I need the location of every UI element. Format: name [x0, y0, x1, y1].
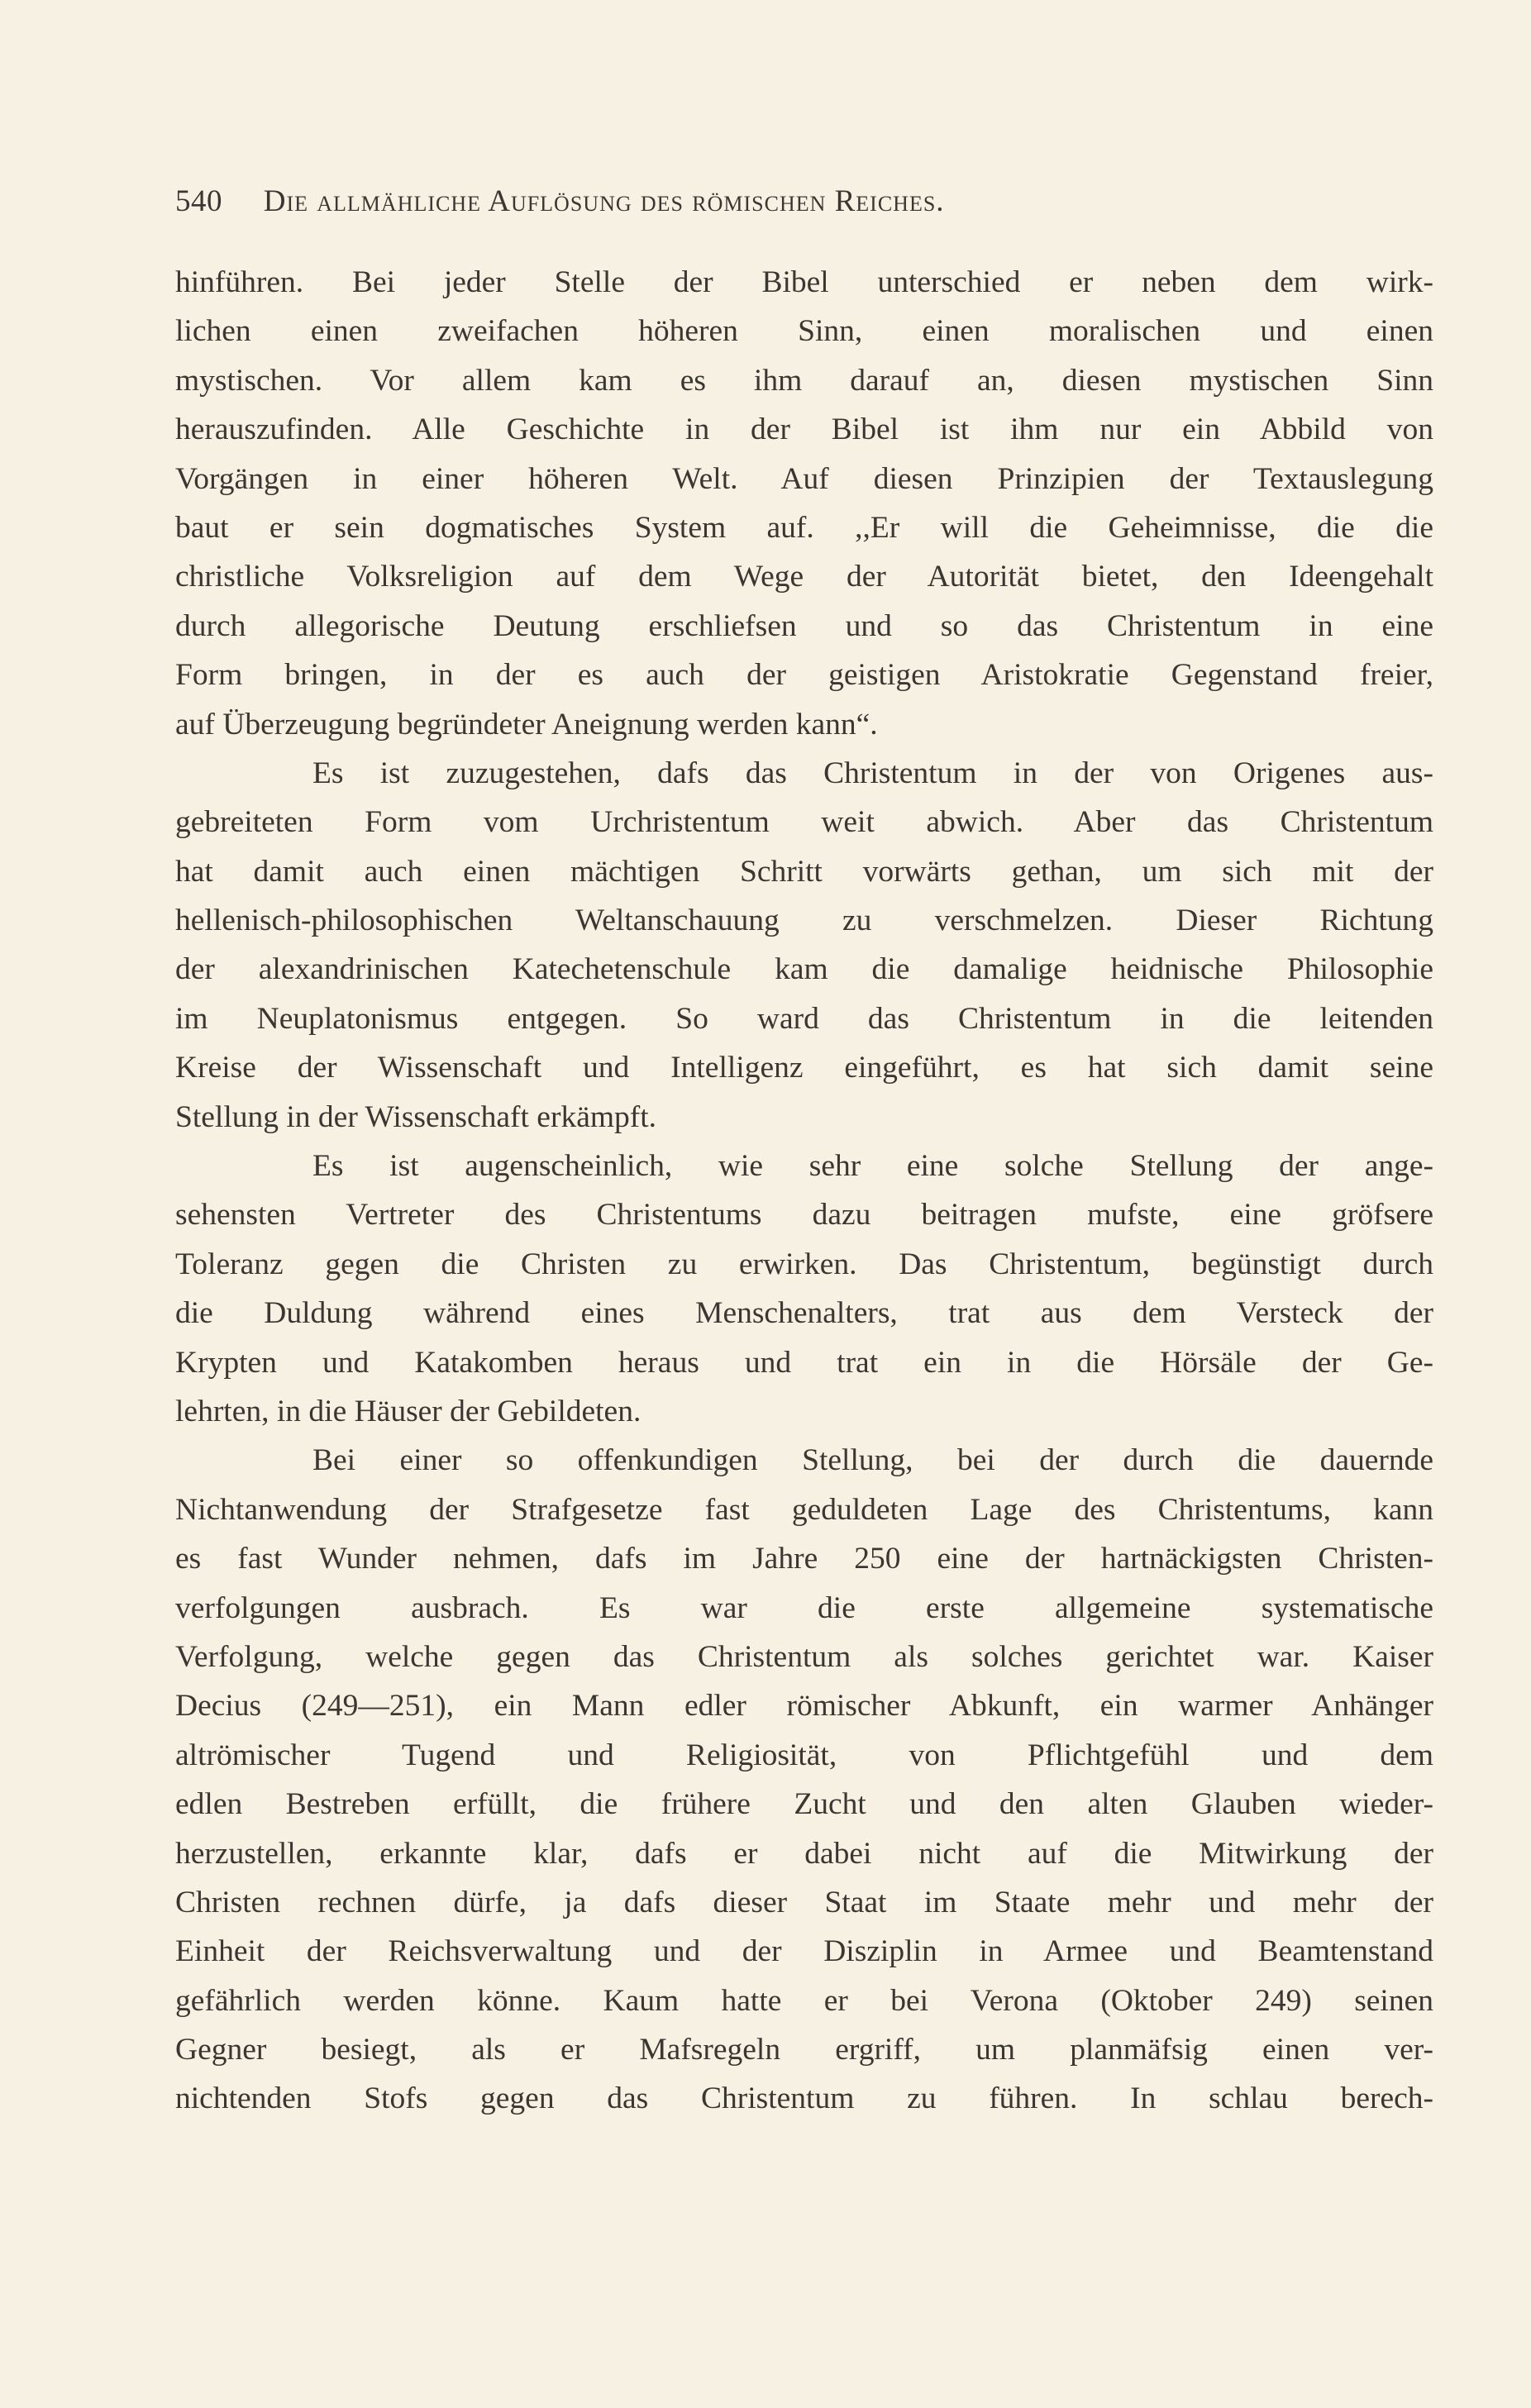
running-title: Die allmähliche Auflösung des römischen Reiches.: [263, 184, 945, 218]
text-line: Gegner besiegt, als er Mafsregeln ergriff, um planmäfsig einen ver-: [175, 2033, 1433, 2067]
paragraph-3: [175, 1142, 1433, 1436]
text-line: verfolgungen ausbrach. Es war die erste allgemeine systematische: [175, 1590, 1433, 1625]
text-line: Krypten und Katakomben heraus und trat ein in die Hörsäle der Ge-: [175, 1345, 1433, 1380]
text-line: herauszufinden. Alle Geschichte in der Bibel ist ihm nur ein Abbild von: [175, 412, 1433, 447]
text-line: es fast Wunder nehmen, dafs im Jahre 250 eine der hartnäckigsten Christen-: [175, 1542, 1433, 1576]
text-line: hellenisch-philosophischen Weltanschauung zu verschmelzen. Dieser Richtung: [175, 904, 1433, 938]
text-line: lehrten, in die Häuser der Gebildeten.: [175, 1394, 641, 1428]
text-line: lichen einen zweifachen höheren Sinn, einen moralischen und einen: [175, 314, 1433, 349]
paragraph-4: [175, 1436, 1433, 2123]
text-line: hat damit auch einen mächtigen Schritt vorwärts gethan, um sich mit der: [175, 854, 1433, 889]
text-line: edlen Bestreben erfüllt, die frühere Zucht und den alten Glauben wieder-: [175, 1787, 1433, 1822]
running-head: [175, 177, 1300, 226]
body-text: [175, 258, 1433, 2124]
text-line: Es ist zuzugestehen, dafs das Christentum in der von Origenes aus-: [312, 756, 1433, 790]
text-line: Stellung in der Wissenschaft erkämpft.: [175, 1099, 657, 1134]
text-line: durch allegorische Deutung erschliefsen und so das Christentum in eine: [175, 608, 1433, 643]
text-line: Vorgängen in einer höheren Welt. Auf diesen Prinzipien der Textauslegung: [175, 461, 1433, 496]
text-line: Toleranz gegen die Christen zu erwirken. Das Christentum, begünstigt durch: [175, 1247, 1433, 1281]
text-line: christliche Volksreligion auf dem Wege der Autorität bietet, den Ideengehalt: [175, 560, 1433, 594]
text-line: die Duldung während eines Menschenalters, trat aus dem Versteck der: [175, 1296, 1433, 1331]
text-line: baut er sein dogmatisches System auf. ,,Er will die Geheimnisse, die die: [175, 510, 1433, 545]
page-number: 540: [175, 184, 222, 218]
text-line: Verfolgung, welche gegen das Christentum als solches gerichtet war. Kaiser: [175, 1639, 1433, 1674]
text-line: nichtenden Stofs gegen das Christentum zu führen. In schlau berech-: [175, 2081, 1433, 2116]
text-line: Nichtanwendung der Strafgesetze fast geduldeten Lage des Christentums, kann: [175, 1492, 1433, 1527]
text-line: Form bringen, in der es auch der geistigen Aristokratie Gegenstand freier,: [175, 658, 1433, 693]
text-line: auf Überzeugung begründeter Aneignung werden kann“.: [175, 707, 878, 741]
text-line: herzustellen, erkannte klar, dafs er dabei nicht auf die Mitwirkung der: [175, 1836, 1433, 1871]
text-line: Einheit der Reichsverwaltung und der Disziplin in Armee und Beamtenstand: [175, 1934, 1433, 1969]
text-line: hinführen. Bei jeder Stelle der Bibel unterschied er neben dem wirk-: [175, 265, 1433, 299]
text-line: altrömischer Tugend und Religiosität, von Pflichtgefühl und dem: [175, 1738, 1433, 1772]
text-line: der alexandrinischen Katechetenschule kam die damalige heidnische Philosophie: [175, 952, 1433, 987]
text-line: im Neuplatonismus entgegen. So ward das Christentum in die leitenden: [175, 1001, 1433, 1036]
text-line: Kreise der Wissenschaft und Intelligenz eingeführt, es hat sich damit seine: [175, 1051, 1433, 1085]
text-line: gebreiteten Form vom Urchristentum weit abwich. Aber das Christentum: [175, 805, 1433, 840]
text-line: sehensten Vertreter des Christentums dazu beitragen mufste, eine gröfsere: [175, 1198, 1433, 1233]
text-line: gefährlich werden könne. Kaum hatte er bei Verona (Oktober 249) seinen: [175, 1983, 1433, 2018]
paragraph-1: [175, 258, 1433, 749]
text-line: Decius (249—251), ein Mann edler römischer Abkunft, ein warmer Anhänger: [175, 1689, 1433, 1724]
text-line: Christen rechnen dürfe, ja dafs dieser Staat im Staate mehr und mehr der: [175, 1885, 1433, 1919]
text-line: Es ist augenscheinlich, wie sehr eine solche Stellung der ange-: [312, 1149, 1433, 1184]
paragraph-2: [175, 749, 1433, 1142]
text-line: Bei einer so offenkundigen Stellung, bei der durch die dauernde: [312, 1443, 1433, 1478]
text-line: mystischen. Vor allem kam es ihm darauf an, diesen mystischen Sinn: [175, 363, 1433, 398]
